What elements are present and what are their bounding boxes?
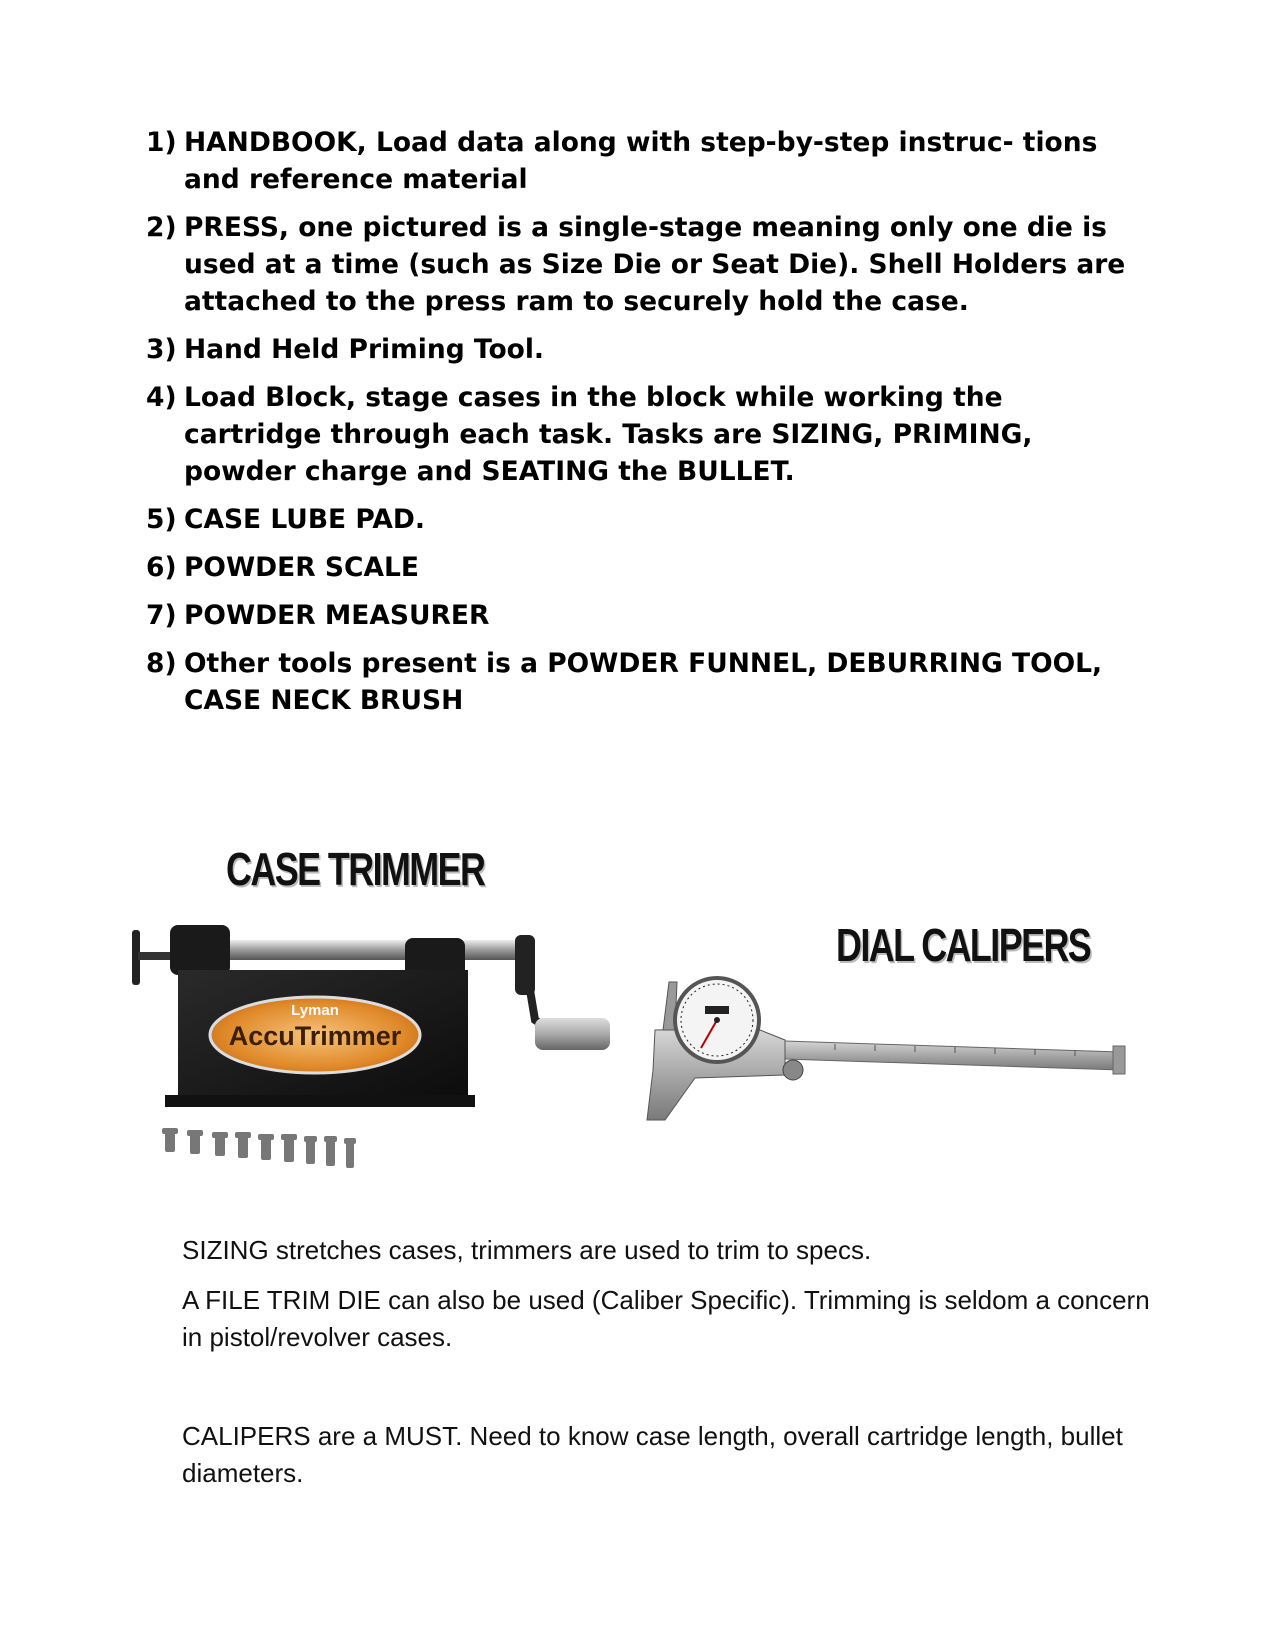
list-item [146, 209, 1146, 320]
list-number: 2) [146, 212, 177, 243]
list-text: Load Block, stage cases in the block while working the cartridge through each task. Tasks are SIZING, PRIMING, powder charge and SEATING the BULLET. [184, 382, 1033, 487]
paragraph-trim-die: A FILE TRIM DIE can also be used (Caliber Specific). Trimming is seldom a concern in pistol/revolver cases. [182, 1285, 1150, 1352]
paragraph-sizing: SIZING stretches cases, trimmers are used to trim to specs. [182, 1235, 872, 1265]
list-number: 1) [146, 127, 177, 158]
list-number: 5) [146, 504, 177, 535]
dial-calipers-image [635, 970, 1155, 1130]
tool-list [146, 124, 1146, 730]
list-text: HANDBOOK, Load data along with step-by-step instruc- tions and reference material [184, 127, 1098, 195]
list-item [146, 501, 1146, 538]
trimmer-product-text: AccuTrimmer [228, 1021, 402, 1051]
list-text: CASE LUBE PAD. [184, 504, 425, 535]
list-number: 4) [146, 382, 177, 413]
list-number: 7) [146, 600, 177, 631]
dial-calipers-label: DIAL CALIPERS [836, 919, 1091, 971]
trimmer-brand-text: Lyman [291, 1002, 339, 1019]
paragraph-calipers: CALIPERS are a MUST. Need to know case length, overall cartridge length, bullet diameters. [182, 1421, 1123, 1488]
list-item [146, 331, 1146, 368]
tools-figure [130, 840, 1180, 1180]
list-text: Other tools present is a POWDER FUNNEL, DEBURRING TOOL, CASE NECK BRUSH [184, 648, 1103, 716]
list-item [146, 597, 1146, 634]
list-text: PRESS, one pictured is a single-stage meaning only one die is used at a time (such as Size Die or Seat Die). Shell Holders are attached to the press ram to securely hold the case. [184, 212, 1126, 317]
list-text: Hand Held Priming Tool. [184, 334, 545, 365]
list-number: 3) [146, 334, 177, 365]
case-trimmer-image [130, 900, 630, 1170]
list-number: 8) [146, 648, 177, 679]
list-item [146, 124, 1146, 198]
list-number: 6) [146, 552, 177, 583]
list-text: POWDER SCALE [184, 552, 419, 583]
list-item [146, 549, 1146, 586]
list-text: POWDER MEASURER [184, 600, 490, 631]
list-item [146, 645, 1146, 719]
case-trimmer-label: CASE TRIMMER [226, 843, 485, 895]
list-item [146, 379, 1146, 490]
